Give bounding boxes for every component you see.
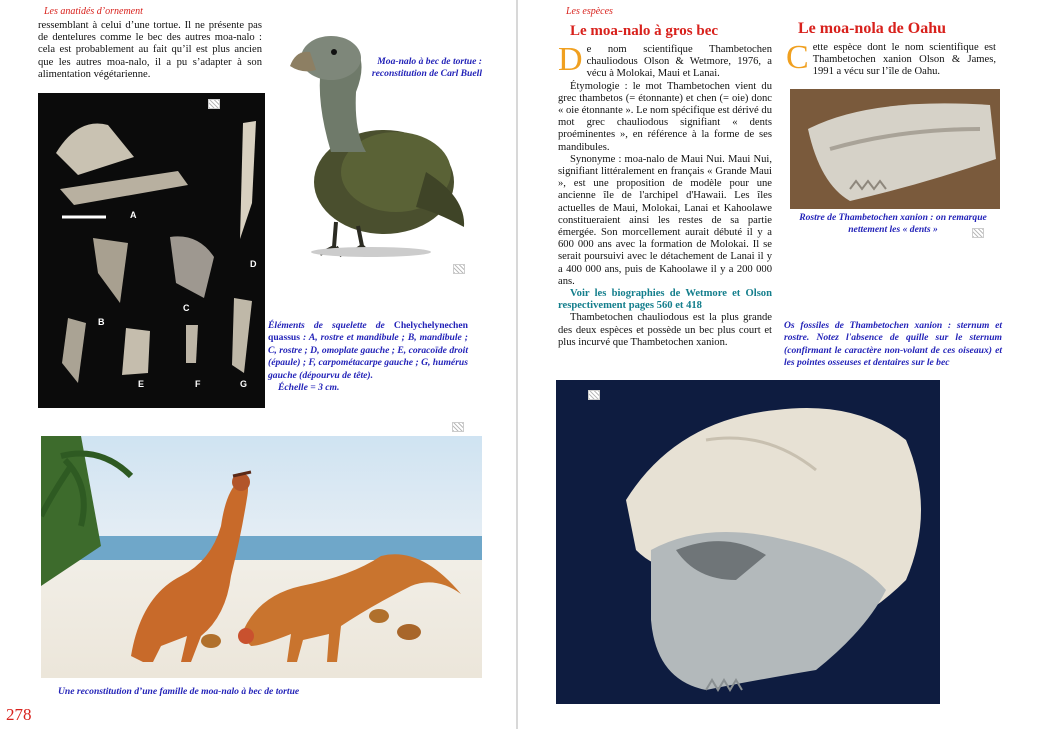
skeleton-label-c: C — [183, 303, 190, 313]
skeleton-label-f: F — [195, 379, 201, 389]
family-painting-caption: Une reconstitution d’une famille de moa-nalo à bec de tortue — [58, 686, 300, 697]
photo-credit-marker — [208, 99, 220, 109]
skeleton-label-b: B — [98, 317, 105, 327]
photo-credit-marker — [452, 422, 464, 432]
skeleton-label-a: A — [130, 210, 137, 220]
skeleton-caption-title: Éléments de squelette de — [268, 320, 385, 331]
left-page — [0, 0, 516, 729]
species-title-gros-bec: Le moa-nalo à gros bec — [570, 23, 719, 39]
skeleton-caption-scale: Échelle = 3 cm. — [278, 382, 340, 394]
photo-credit-marker — [972, 228, 984, 238]
right-running-header: Les espèces — [566, 6, 613, 17]
rostre-caption: Rostre de Thambetochen xanion : on remarque nettement les « dents » — [799, 212, 987, 236]
rostre-photo — [790, 89, 1000, 209]
species-text-gros-bec — [558, 41, 772, 349]
skeleton-label-g: G — [240, 379, 248, 389]
fossil-caption: Os fossiles de Thambetochen xanion : sternum et rostre. Notez l'absence de quille sur le sternum (confirmant le caractère non-volant de ces oiseaux) et les pointes osseuses et dentaires sur le bec — [784, 320, 1002, 369]
dropcap-d: D — [558, 41, 583, 78]
gros-bec-description: Thambetochen chauliodous est la plus grande des deux espèces et possède un bec plus court et plus incurvé que Thambetochen xanion. — [558, 312, 772, 348]
intro-paragraph: ressemblant à celui d’une tortue. Il ne présente pas de dentelures comme le bec des autres moa-nalo : cela est probablement au fait qu’il est plus ancien que les autres moa-nalo, il a pu s’adapter à son alimentation végétarienne. — [38, 20, 262, 80]
species-text-oahu — [786, 39, 996, 79]
left-running-header: Les anatidés d’ornement — [44, 6, 143, 17]
right-page — [518, 0, 1040, 729]
fossil-bones-photo — [556, 380, 940, 704]
dropcap-c: C — [786, 39, 809, 76]
skeleton-photo — [38, 93, 265, 408]
gros-bec-synonym: Synonyme : moa-nalo de Maui Nui. Maui Nui, signifiant littéralement en français « Grande Maui », est une proposition de modèle pour une ancienne île de l'archipel d'Hawaii. Les îles actuelles de Maui, Molokai, Lanai et Kahoolawe constitueraient ainsi les restes de sa partie émergée. Son morcellement aurait débuté il y a 600 000 ans avec la formation de Molokai. Il se serait poursuivi avec le détachement de Lanai il y a 400 000 ans, puis de Kahoolawe il y a 200 000 ans. — [558, 153, 772, 287]
skeleton-label-d: D — [250, 259, 257, 269]
moa-nalo-family-painting — [41, 436, 482, 678]
photo-credit-marker — [453, 264, 465, 274]
bird-illustration-caption: Moa-nalo à bec de tortue : reconstitution de Carl Buell — [371, 56, 482, 80]
gros-bec-etymology: Étymologie : le mot Thambetochen vient du grec thambetos (= étonnante) et chen (= oie) donc « oie étonnante ». Le nom spécifique est dérivé du mot grec chauliodous signifiant « dents proéminentes », en référence à la forme de ses mandibules. — [558, 80, 772, 153]
skeleton-label-e: E — [138, 379, 145, 389]
page-number: 278 — [6, 705, 32, 724]
skeleton-caption-body: : A, rostre et mandibule ; B, mandibule ; C, rostre ; D, omoplate gauche ; E, coracoïde droit (épaule) ; F, carpométacarpe gauche ; G, humérus gauche (dépourvu de tête). — [268, 332, 468, 381]
skeleton-caption — [268, 320, 468, 394]
biography-reference-link[interactable]: Voir les biographies de Wetmore et Olson respectivement pages 560 et 418 — [558, 288, 772, 312]
gros-bec-intro: e nom scientifique Thambetochen chauliodous Olson & Wetmore, 1976, a vécu à Molokai, Maui et Lanai. — [586, 44, 772, 80]
oahu-intro: ette espèce dont le nom scientifique est Thambetochen xanion Olson & James, 1991 a vécu sur l’île de Oahu. — [812, 42, 996, 78]
species-title-oahu: Le moa-nola de Oahu — [798, 20, 947, 37]
photo-credit-marker — [588, 390, 600, 400]
skeleton-caption-species: Chelychelynechen quassus — [268, 320, 468, 344]
